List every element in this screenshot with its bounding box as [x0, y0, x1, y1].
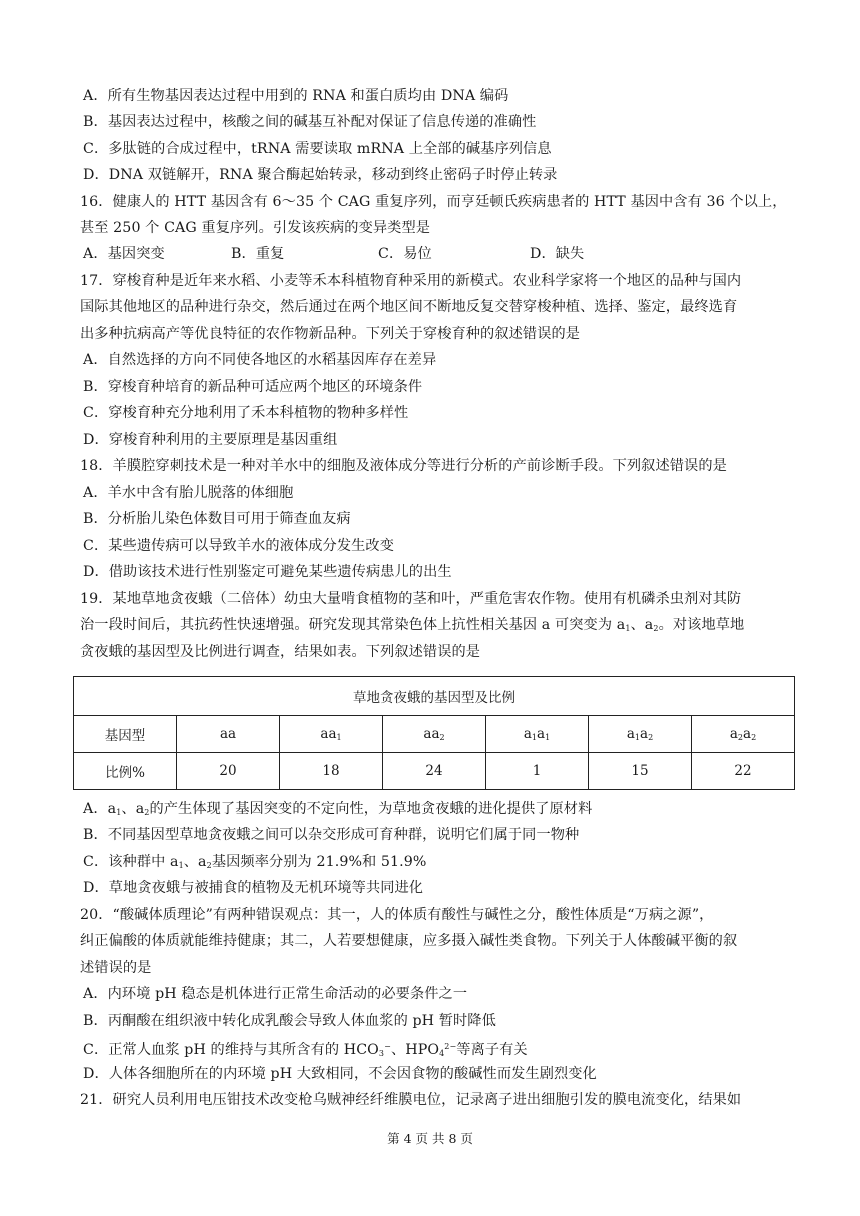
q19-stem-line3: 贪夜蛾的基因型及比例进行调查，结果如表。下列叙述错误的是	[80, 644, 481, 660]
q17-stem-line1: 17．穿梭育种是近年来水稻、小麦等禾本科植物育种采用的新模式。农业科学家将一个地区的品种与国内	[80, 273, 742, 289]
q20-option-d: D．人体各细胞所在的内环境 pH 大致相同，不会因食物的酸碱性而发生剧烈变化	[83, 1066, 597, 1082]
genotype-row-label: 基因型	[74, 716, 177, 753]
q15-option-a: A．所有生物基因表达过程中用到的 RNA 和蛋白质均由 DNA 编码	[83, 88, 509, 104]
genotype-cell: $a_1a_2$	[589, 716, 692, 753]
q17-stem-line2: 国际其他地区的品种进行杂交，然后通过在两个地区间不断地反复交替穿梭种植、选择、鉴定，最终选育	[80, 299, 738, 315]
q19-option-c: C．该种群中 $a_1$、$a_2$基因频率分别为 21.9%和 51.9%	[83, 854, 427, 870]
q15-option-d: D．DNA 双链解开，RNA 聚合酶起始转录，移动到终止密码子时停止转录	[83, 167, 558, 183]
genotype-cell: $aa_1$	[280, 716, 383, 753]
q16-option-b: B．重复	[231, 246, 285, 262]
genotype-cell: $a_1a_1$	[486, 716, 589, 753]
q18-option-a: A．羊水中含有胎儿脱落的体细胞	[83, 485, 294, 501]
q16-stem-line1: 16．健康人的 HTT 基因含有 6～35 个 CAG 重复序列，而亨廷顿氏疾病患者的 HTT 基因中含有 36 个以上，	[80, 194, 787, 210]
ratio-row-label: 比例%	[74, 753, 177, 790]
genotype-cell: $aa_2$	[383, 716, 486, 753]
q20-stem-line3: 述错误的是	[80, 960, 152, 976]
genotype-table	[73, 676, 795, 790]
q16-option-d: D．缺失	[530, 246, 585, 262]
ratio-cell: 1	[486, 753, 589, 790]
ratio-cell: 24	[383, 753, 486, 790]
q17-option-b: B．穿梭育种培育的新品种可适应两个地区的环境条件	[83, 379, 423, 395]
q19-stem-line2: 治一段时间后，其抗药性快速增强。研究发现其常染色体上抗性相关基因 a 可突变为 $a_1$、$a_2$。对该地草地	[80, 617, 745, 633]
q19-option-d: D．草地贪夜蛾与被捕食的植物及无机环境等共同进化	[83, 880, 424, 896]
ratio-cell: 20	[177, 753, 280, 790]
q18-stem: 18．羊膜腔穿刺技术是一种对羊水中的细胞及液体成分等进行分析的产前诊断手段。下列叙述错误的是	[80, 458, 727, 474]
q16-option-a: A．基因突变	[83, 246, 165, 262]
genotype-cell: aa	[177, 716, 280, 753]
q17-option-a: A．自然选择的方向不同使各地区的水稻基因库存在差异	[83, 352, 437, 368]
ratio-cell: 15	[589, 753, 692, 790]
q19-option-b: B．不同基因型草地贪夜蛾之间可以杂交形成可育种群，说明它们属于同一物种	[83, 827, 580, 843]
q16-stem-line2: 甚至 250 个 CAG 重复序列。引发该疾病的变异类型是	[80, 220, 431, 236]
ratio-cell: 22	[692, 753, 795, 790]
table-title: 草地贪夜蛾的基因型及比例	[74, 677, 795, 716]
genotype-row	[74, 716, 795, 753]
q17-option-d: D．穿梭育种利用的主要原理是基因重组	[83, 432, 338, 448]
q17-option-c: C．穿梭育种充分地利用了禾本科植物的物种多样性	[83, 405, 409, 421]
q20-stem-line2: 纠正偏酸的体质就能维持健康；其二，人若要想健康，应多摄入碱性类食物。下列关于人体酸碱平衡的叙	[80, 933, 738, 949]
q17-stem-line3: 出多种抗病高产等优良特征的农作物新品种。下列关于穿梭育种的叙述错误的是	[80, 326, 581, 342]
q16-option-c: C．易位	[378, 246, 432, 262]
q20-option-c: C．正常人血浆 pH 的维持与其所含有的 $HCO_3^-$、$HPO_4^{2-}$等离子有关	[83, 1042, 528, 1058]
q20-stem-line1: 20．“酸碱体质理论”有两种错误观点：其一，人的体质有酸性与碱性之分，酸性体质是“万病之源”，	[80, 907, 714, 923]
q20-option-a: A．内环境 pH 稳态是机体进行正常生命活动的必要条件之一	[83, 986, 468, 1002]
genotype-cell: $a_2a_2$	[692, 716, 795, 753]
q18-option-d: D．借助该技术进行性别鉴定可避免某些遗传病患儿的出生	[83, 564, 452, 580]
q19-option-a: A．$a_1$、$a_2$的产生体现了基因突变的不定向性，为草地贪夜蛾的进化提供了原材料	[83, 801, 593, 817]
ratio-row	[74, 753, 795, 790]
ratio-cell: 18	[280, 753, 383, 790]
q19-stem-line1: 19．某地草地贪夜蛾（二倍体）幼虫大量啃食植物的茎和叶，严重危害农作物。使用有机磷杀虫剂对其防	[80, 591, 742, 607]
page-footer: 第 4 页 共 8 页	[387, 1131, 473, 1146]
q18-option-b: B．分析胎儿染色体数目可用于筛查血友病	[83, 511, 351, 527]
q15-option-b: B．基因表达过程中，核酸之间的碱基互补配对保证了信息传递的准确性	[83, 114, 537, 130]
q18-option-c: C．某些遗传病可以导致羊水的液体成分发生改变	[83, 538, 394, 554]
q20-option-b: B．丙酮酸在组织液中转化成乳酸会导致人体血浆的 pH 暂时降低	[83, 1013, 496, 1029]
q15-option-c: C．多肽链的合成过程中，tRNA 需要读取 mRNA 上全部的碱基序列信息	[83, 141, 552, 157]
q21-stem-line1: 21．研究人员利用电压钳技术改变枪乌贼神经纤维膜电位，记录离子进出细胞引发的膜电流变化，结果如	[80, 1092, 742, 1108]
